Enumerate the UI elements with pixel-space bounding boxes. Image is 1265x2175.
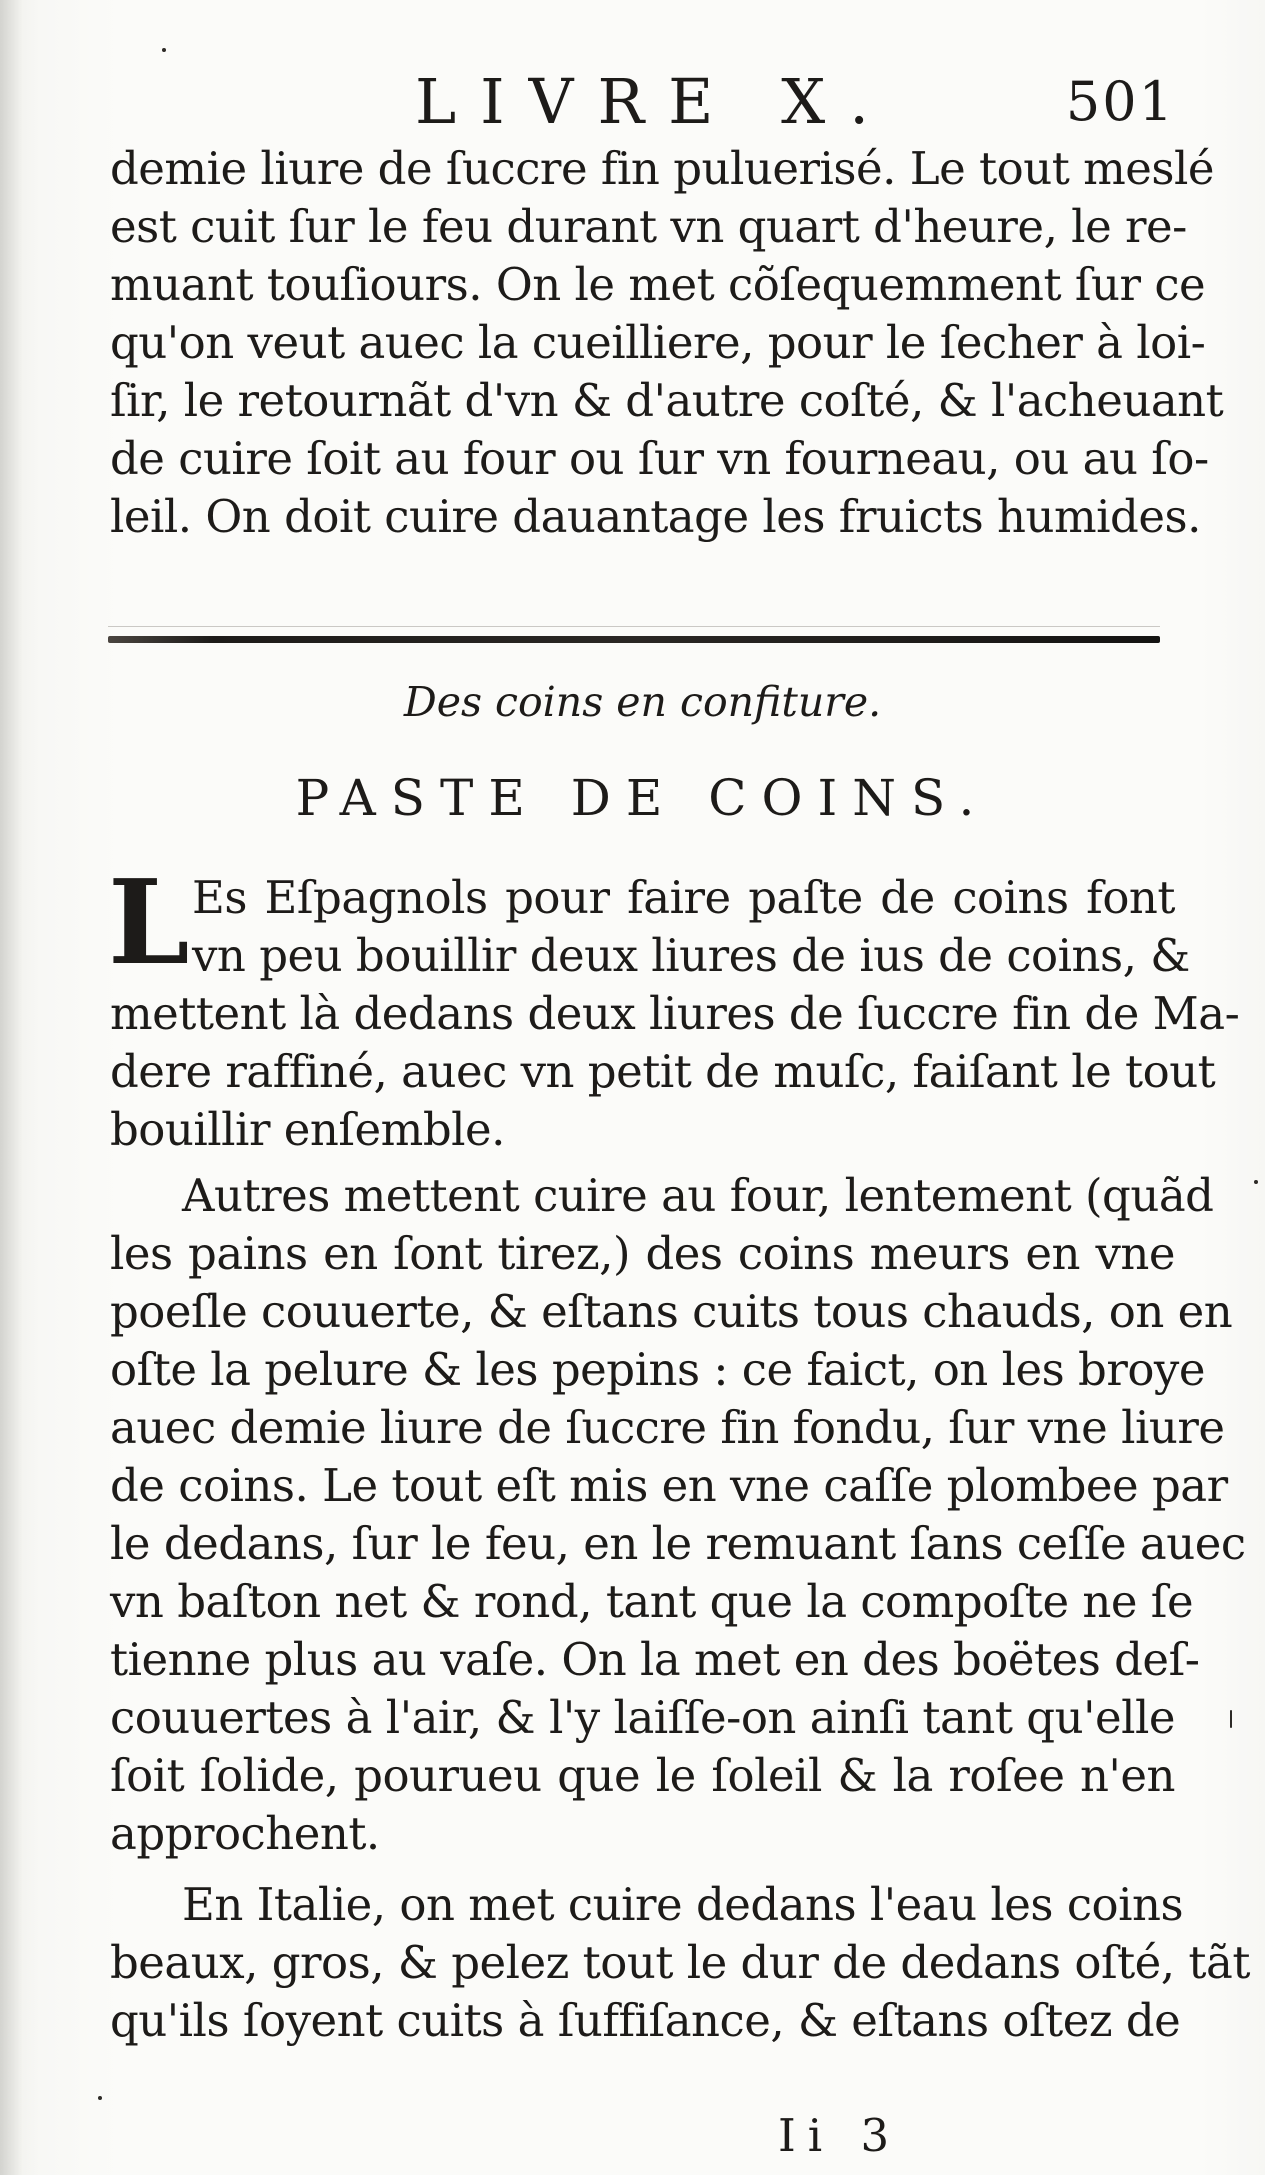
top-line-6: de cuire ſoit au four ou ſur vn fourneau, ou au ſo- <box>110 432 1209 485</box>
page-header <box>105 62 1175 142</box>
paragraph-2-line-7: le dedans, ſur le feu, en le remuant ſans ceſſe auec <box>110 1517 1246 1570</box>
ink-speck <box>98 2096 102 2100</box>
paragraph-1-line-5: bouillir enſemble. <box>110 1103 505 1156</box>
paragraph-2-line-12: approchent. <box>110 1807 380 1860</box>
paragraph-3-line-1: En Italie, on met cuire dedans l'eau les coins <box>182 1878 1184 1931</box>
page-number: 501 <box>1065 70 1175 133</box>
paragraph-3-line-3: qu'ils ſoyent cuits à ſuffiſance, & eſtans oſtez de <box>110 1994 1181 2047</box>
paragraph-2-line-3: poeſle couuerte, & eſtans cuits tous chauds, on en <box>110 1285 1233 1338</box>
binding-shadow <box>0 0 22 2175</box>
section-rule <box>108 636 1160 643</box>
paragraph-2-line-6: de coins. Le tout eſt mis en vne caſſe plombee par <box>110 1459 1228 1512</box>
top-line-4: qu'on veut auec la cueilliere, pour le ſecher à loi- <box>110 316 1206 369</box>
ink-speck <box>1254 1180 1258 1184</box>
paragraph-2-line-1: Autres mettent cuire au four, lentement (quãd <box>182 1169 1214 1222</box>
drop-cap: L <box>108 855 190 991</box>
paragraph-1-line-1: Es Eſpagnols pour faire paſte de coins font <box>192 871 1175 924</box>
paragraph-1-line-2: vn peu bouillir deux liures de ius de coins, & <box>192 929 1190 982</box>
paragraph-2-line-5: auec demie liure de ſuccre fin fondu, ſur vne liure <box>110 1401 1225 1454</box>
paragraph-2-line-9: tienne plus au vaſe. On la met en des boëtes deſ- <box>110 1633 1200 1686</box>
top-line-1: demie liure de ſuccre fin puluerisé. Le tout meslé <box>110 142 1215 195</box>
paragraph-1-line-3: mettent là dedans deux liures de ſuccre fin de Ma- <box>110 987 1240 1040</box>
paragraph-2-line-4: oſte la pelure & les pepins : ce faict, on les broye <box>110 1343 1205 1396</box>
top-line-7: leil. On doit cuire dauantage les fruicts humides. <box>110 490 1201 543</box>
ink-speck <box>162 48 166 52</box>
paragraph-2-line-11: ſoit ſolide, pourueu que le ſoleil & la roſee n'en <box>110 1749 1175 1802</box>
paragraph-2-line-10: couuertes à l'air, & l'y laiſſe-on ainſi tant qu'elle <box>110 1691 1175 1744</box>
paragraph-2-line-2: les pains en ſont tirez,) des coins meurs en vne <box>110 1227 1175 1280</box>
rule-hairline <box>108 626 1160 627</box>
section-rubric: Des coins en confiture. <box>403 678 882 726</box>
paragraph-3-line-2: beaux, gros, & pelez tout le dur de dedans oſté, tãt <box>110 1936 1250 1989</box>
signature-mark: Ii 3 <box>778 2109 902 2162</box>
top-line-2: est cuit ſur le feu durant vn quart d'heure, le re- <box>110 200 1187 253</box>
top-line-5: ſir, le retournãt d'vn & d'autre coſté, & l'acheuant <box>110 374 1224 427</box>
section-heading: PASTE DE COINS. <box>295 769 990 827</box>
paragraph-1-line-4: dere raffiné, auec vn petit de muſc, faiſant le tout <box>110 1045 1216 1098</box>
top-line-3: muant touſiours. On le met cõſequemment ſur ce <box>110 258 1206 311</box>
running-head: LIVRE X. <box>415 65 893 138</box>
paragraph-2-line-8: vn baſton net & rond, tant que la compoſte ne ſe <box>110 1575 1194 1628</box>
ink-speck <box>1230 1710 1232 1728</box>
